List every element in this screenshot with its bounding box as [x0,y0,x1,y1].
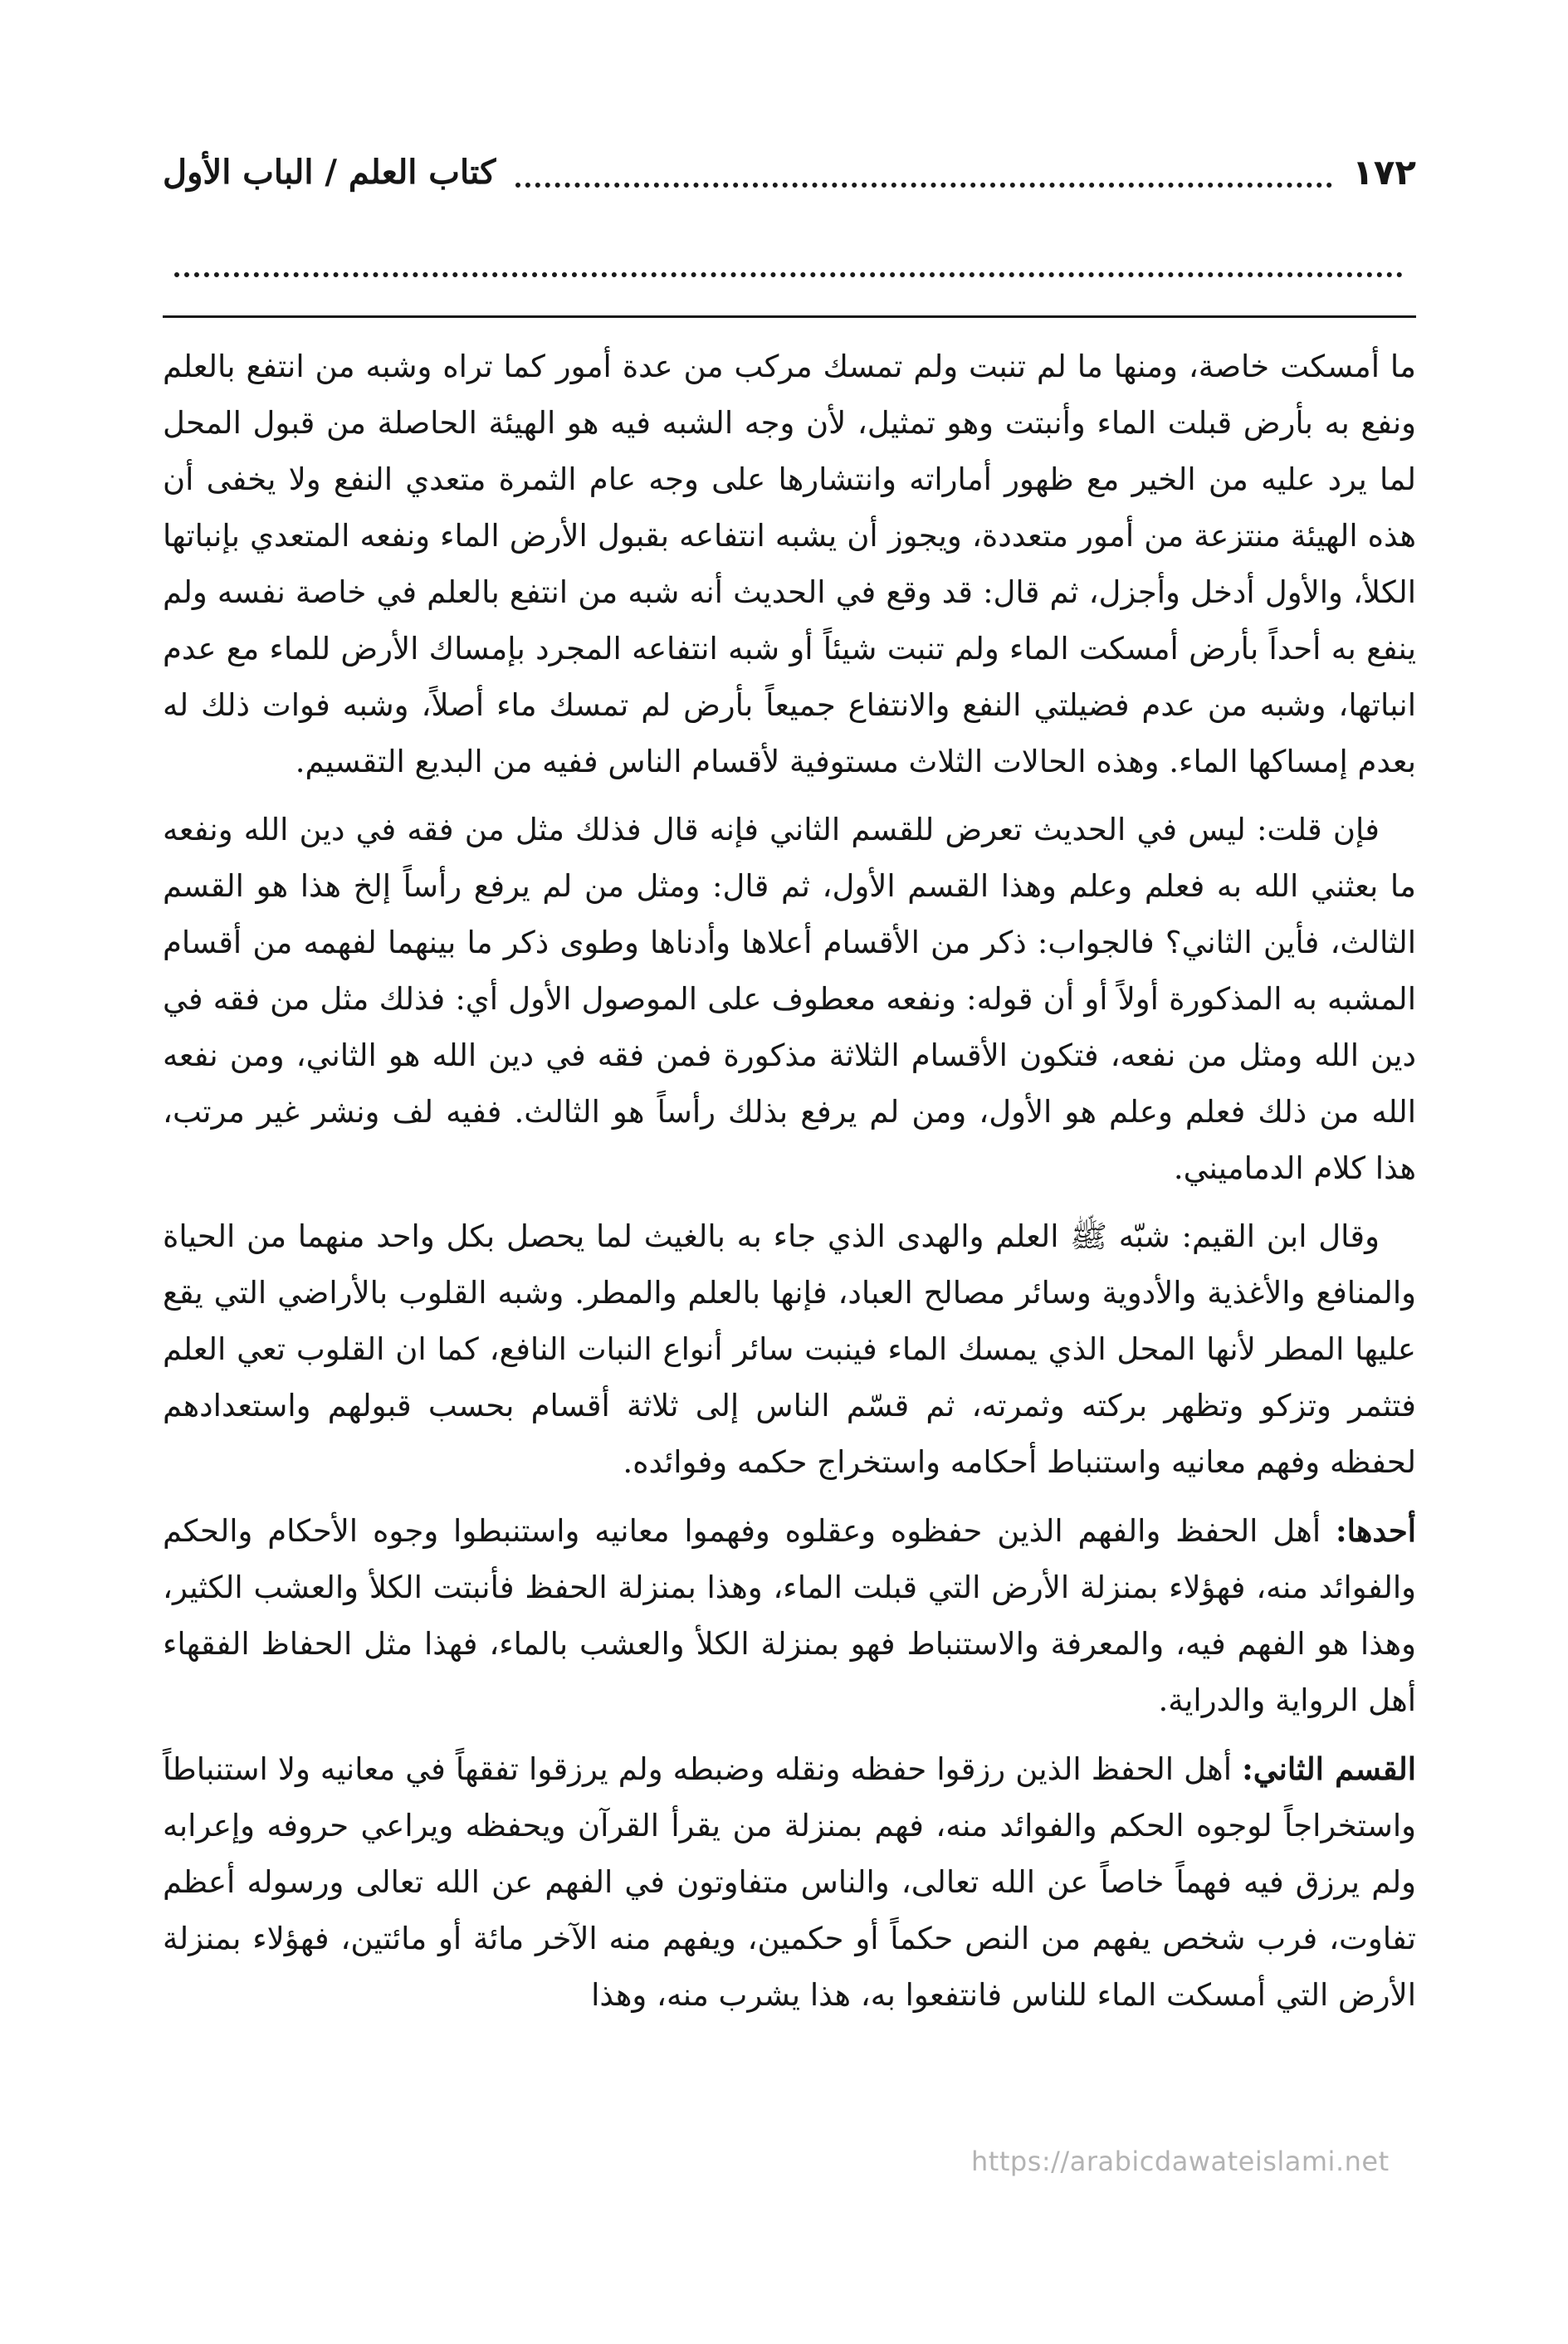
paragraph-lead-label: القسم الثاني: [1242,1751,1416,1787]
paragraph-text: ما أمسكت خاصة، ومنها ما لم تنبت ولم تمسك مركب من عدة أمور كما تراه وشبه من انتفع بالعلم ونفع به بأرض قبلت الماء وأنبتت وهو تمثيل، لأن وجه الشبه فيه هو الهيئة الحاصلة من قبول المحل لما يرد عليه من الخير مع ظهور أماراته وانتشارها على وجه عام الثمرة متعدي النفع ولا يخفى أن هذه الهيئة منتزعة من أمور متعددة، ويجوز أن يشبه انتفاعه بقبول الأرض الماء ونفعه المتعدي بإنباتها الكلأ، والأول أدخل وأجزل، ثم قال: قد وقع في الحديث أنه شبه من انتفع بالعلم في خاصة نفسه ولم ينفع به أحداً بأرض أمسكت الماء ولم تنبت شيئاً أو شبه انتفاعه المجرد بإمساك الأرض للماء مع عدم انباتها، وشبه من عدم فضيلتي النفع والانتفاع جميعاً بأرض لم تمسك ماء أصلاً، وشبه فوات ذلك له بعدم إمساكها الماء. وهذه الحالات الثلاث مستوفية لأقسام الناس ففيه من البديع التقسيم. [163,349,1416,779]
horizontal-rule [163,315,1416,318]
paragraph-text: فإن قلت: ليس في الحديث تعرض للقسم الثاني فإنه قال فذلك مثل من فقه في دين الله ونفعه ما بعثني الله به فعلم وعلم وهذا القسم الأول، ثم قال: ومثل من لم يرفع رأساً إلخ هذا هو القسم الثالث، فأين الثاني؟ فالجواب: ذكر من الأقسام أعلاها وأدناها وطوى ذكر ما بينهما لفهمه من أقسام المشبه به المذكورة أولاً أو أن قوله: ونفعه معطوف على الموصول الأول أي: فذلك مثل من فقه في دين الله ومثل من نفعه، فتكون الأقسام الثلاثة مذكورة فمن فقه في دين الله هو الثاني، ومن نفعه الله من ذلك فعلم وعلم هو الأول، ومن لم يرفع بذلك رأساً هو الثالث. ففيه لف ونشر غير مرتب، هذا كلام الدماميني. [163,812,1416,1186]
page-number: ١٧٢ [1352,151,1416,193]
paragraph [163,1741,1416,2024]
paragraph-text: أهل الحفظ الذين رزقوا حفظه ونقله وضبطه ولم يرزقوا تفقهاً في معانيه ولا استنباطاً واستخراجاً لوجوه الحكم والفوائد منه، فهم بمنزلة من يقرأ القرآن ويحفظه ويراعي حروفه وإعرابه ولم يرزق فيه فهماً خاصاً عن الله تعالى، والناس متفاوتون في الفهم عن الله تعالى ورسوله أعظم تفاوت، فرب شخص يفهم من النص حكماً أو حكمين، ويفهم منه الآخر مائة أو مائتين، فهؤلاء بمنزلة الأرض التي أمسكت الماء للناس فانتفعوا به، هذا يشرب منه، وهذا [163,1751,1416,2013]
dotted-separator [174,264,1403,277]
running-header [163,143,1416,201]
paragraph [163,1209,1416,1491]
body-text [163,339,1416,2035]
watermark-url: https://arabicdawateislami.net [971,2146,1390,2177]
chapter-title: كتاب العلم / الباب الأول [163,152,496,192]
paragraph [163,802,1416,1197]
paragraph [163,1502,1416,1729]
paragraph-text: أهل الحفظ والفهم الذين حفظوه وعقلوه وفهموا معانيه واستنبطوا وجوه الأحكام والحكم والفوائد منه، فهؤلاء بمنزلة الأرض التي قبلت الماء، وهذا بمنزلة الحفظ فأنبتت الكلأ والعشب الكثير، وهذا هو الفهم فيه، والمعرفة والاستنباط فهو بمنزلة الكلأ والعشب بالماء، فهذا مثل الحفاظ الفقهاء أهل الرواية والدراية. [163,1513,1416,1718]
header-dotted-leader [515,173,1332,188]
paragraph-text: وقال ابن القيم: شبّه ﷺ العلم والهدى الذي جاء به بالغيث لما يحصل بكل واحد منهما من الحياة والمنافع والأغذية والأدوية وسائر مصالح العباد، فإنها بالعلم والمطر. وشبه القلوب بالأراضي التي يقع عليها المطر لأنها المحل الذي يمسك الماء فينبت سائر أنواع النبات النافع، كما ان القلوب تعي العلم فتثمر وتزكو وتظهر بركته وثمرته، ثم قسّم الناس إلى ثلاثة أقسام بحسب قبولهم واستعدادهم لحفظه وفهم معانيه واستنباط أحكامه واستخراج حكمه وفوائده. [163,1218,1416,1480]
paragraph [163,339,1416,790]
paragraph-lead-label: أحدها: [1335,1512,1416,1549]
